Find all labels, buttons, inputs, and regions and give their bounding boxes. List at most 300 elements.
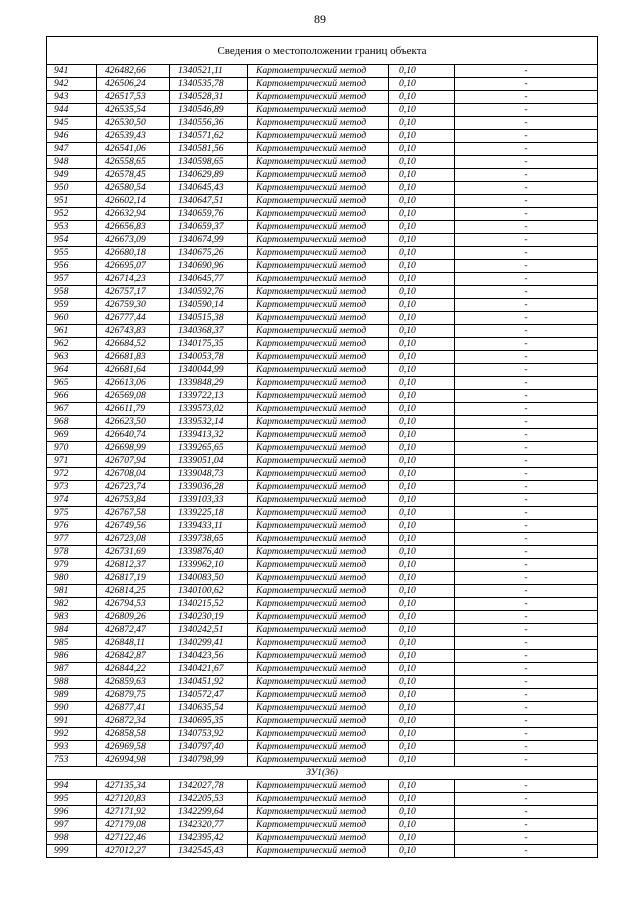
- description-cell: -: [455, 780, 598, 793]
- accuracy-cell: 0,10: [389, 364, 455, 377]
- boundary-coordinates-table: [46, 36, 598, 858]
- description-cell: -: [455, 208, 598, 221]
- x-coordinate-cell: 427135,34: [97, 780, 170, 793]
- description-cell: -: [455, 481, 598, 494]
- point-number-cell: 990: [47, 702, 97, 715]
- point-number-cell: 982: [47, 598, 97, 611]
- point-number-cell: 997: [47, 819, 97, 832]
- y-coordinate-cell: 1342545,43: [170, 845, 248, 858]
- description-cell: -: [455, 832, 598, 845]
- x-coordinate-cell: 426731,69: [97, 546, 170, 559]
- method-cell: Картометрический метод: [248, 338, 389, 351]
- x-coordinate-cell: 426684,52: [97, 338, 170, 351]
- method-cell: Картометрический метод: [248, 637, 389, 650]
- y-coordinate-cell: 1340695,35: [170, 715, 248, 728]
- table-row: [47, 650, 598, 663]
- y-coordinate-cell: 1340645,43: [170, 182, 248, 195]
- table-row: [47, 624, 598, 637]
- y-coordinate-cell: 1342395,42: [170, 832, 248, 845]
- accuracy-cell: 0,10: [389, 247, 455, 260]
- x-coordinate-cell: 426632,94: [97, 208, 170, 221]
- description-cell: -: [455, 442, 598, 455]
- x-coordinate-cell: 426623,50: [97, 416, 170, 429]
- point-number-cell: 954: [47, 234, 97, 247]
- table-title-row: [47, 37, 598, 65]
- y-coordinate-cell: 1339265,65: [170, 442, 248, 455]
- method-cell: Картометрический метод: [248, 442, 389, 455]
- description-cell: -: [455, 377, 598, 390]
- y-coordinate-cell: 1340215,52: [170, 598, 248, 611]
- method-cell: Картометрический метод: [248, 819, 389, 832]
- description-cell: -: [455, 91, 598, 104]
- description-cell: -: [455, 819, 598, 832]
- accuracy-cell: 0,10: [389, 572, 455, 585]
- table-row: [47, 130, 598, 143]
- x-coordinate-cell: 426877,41: [97, 702, 170, 715]
- y-coordinate-cell: 1340635,54: [170, 702, 248, 715]
- method-cell: Картометрический метод: [248, 195, 389, 208]
- x-coordinate-cell: 426809,26: [97, 611, 170, 624]
- description-cell: -: [455, 728, 598, 741]
- method-cell: Картометрический метод: [248, 91, 389, 104]
- description-cell: -: [455, 364, 598, 377]
- point-number-cell: 962: [47, 338, 97, 351]
- x-coordinate-cell: 427012,27: [97, 845, 170, 858]
- description-cell: -: [455, 650, 598, 663]
- table-row: [47, 234, 598, 247]
- method-cell: Картометрический метод: [248, 273, 389, 286]
- description-cell: -: [455, 494, 598, 507]
- description-cell: -: [455, 143, 598, 156]
- method-cell: Картометрический метод: [248, 598, 389, 611]
- point-number-cell: 977: [47, 533, 97, 546]
- method-cell: Картометрический метод: [248, 845, 389, 858]
- accuracy-cell: 0,10: [389, 806, 455, 819]
- y-coordinate-cell: 1340083,50: [170, 572, 248, 585]
- section-subheader-row: [47, 767, 598, 780]
- table-row: [47, 117, 598, 130]
- table-row: [47, 715, 598, 728]
- point-number-cell: 980: [47, 572, 97, 585]
- x-coordinate-cell: 426859,63: [97, 676, 170, 689]
- y-coordinate-cell: 1340515,38: [170, 312, 248, 325]
- method-cell: Картометрический метод: [248, 286, 389, 299]
- description-cell: -: [455, 702, 598, 715]
- method-cell: Картометрический метод: [248, 377, 389, 390]
- y-coordinate-cell: 1339848,29: [170, 377, 248, 390]
- x-coordinate-cell: 426558,65: [97, 156, 170, 169]
- table-row: [47, 520, 598, 533]
- method-cell: Картометрический метод: [248, 754, 389, 767]
- x-coordinate-cell: 426611,79: [97, 403, 170, 416]
- accuracy-cell: 0,10: [389, 845, 455, 858]
- method-cell: Картометрический метод: [248, 780, 389, 793]
- x-coordinate-cell: 426848,11: [97, 637, 170, 650]
- table-row: [47, 806, 598, 819]
- x-coordinate-cell: 426535,54: [97, 104, 170, 117]
- x-coordinate-cell: 426842,87: [97, 650, 170, 663]
- description-cell: -: [455, 195, 598, 208]
- table-row: [47, 676, 598, 689]
- x-coordinate-cell: 426698,99: [97, 442, 170, 455]
- y-coordinate-cell: 1340645,77: [170, 273, 248, 286]
- accuracy-cell: 0,10: [389, 182, 455, 195]
- accuracy-cell: 0,10: [389, 195, 455, 208]
- accuracy-cell: 0,10: [389, 442, 455, 455]
- table-row: [47, 780, 598, 793]
- x-coordinate-cell: 426759,30: [97, 299, 170, 312]
- y-coordinate-cell: 1340690,96: [170, 260, 248, 273]
- method-cell: Картометрический метод: [248, 806, 389, 819]
- table-row: [47, 637, 598, 650]
- y-coordinate-cell: 1340053,78: [170, 351, 248, 364]
- method-cell: Картометрический метод: [248, 260, 389, 273]
- point-number-cell: 986: [47, 650, 97, 663]
- y-coordinate-cell: 1340230,19: [170, 611, 248, 624]
- method-cell: Картометрический метод: [248, 559, 389, 572]
- y-coordinate-cell: 1340423,56: [170, 650, 248, 663]
- point-number-cell: 970: [47, 442, 97, 455]
- table-row: [47, 195, 598, 208]
- x-coordinate-cell: 426680,18: [97, 247, 170, 260]
- x-coordinate-cell: 426640,74: [97, 429, 170, 442]
- method-cell: Картометрический метод: [248, 234, 389, 247]
- accuracy-cell: 0,10: [389, 559, 455, 572]
- method-cell: Картометрический метод: [248, 481, 389, 494]
- accuracy-cell: 0,10: [389, 481, 455, 494]
- point-number-cell: 964: [47, 364, 97, 377]
- x-coordinate-cell: 427179,08: [97, 819, 170, 832]
- point-number-cell: 946: [47, 130, 97, 143]
- description-cell: -: [455, 130, 598, 143]
- method-cell: Картометрический метод: [248, 650, 389, 663]
- point-number-cell: 991: [47, 715, 97, 728]
- y-coordinate-cell: 1340581,56: [170, 143, 248, 156]
- point-number-cell: 952: [47, 208, 97, 221]
- y-coordinate-cell: 1340753,92: [170, 728, 248, 741]
- description-cell: -: [455, 182, 598, 195]
- accuracy-cell: 0,10: [389, 130, 455, 143]
- table-row: [47, 559, 598, 572]
- accuracy-cell: 0,10: [389, 403, 455, 416]
- description-cell: -: [455, 429, 598, 442]
- x-coordinate-cell: 426872,34: [97, 715, 170, 728]
- y-coordinate-cell: 1339048,73: [170, 468, 248, 481]
- accuracy-cell: 0,10: [389, 754, 455, 767]
- y-coordinate-cell: 1339573,02: [170, 403, 248, 416]
- accuracy-cell: 0,10: [389, 377, 455, 390]
- accuracy-cell: 0,10: [389, 819, 455, 832]
- y-coordinate-cell: 1340797,40: [170, 741, 248, 754]
- y-coordinate-cell: 1342320,77: [170, 819, 248, 832]
- point-number-cell: 950: [47, 182, 97, 195]
- y-coordinate-cell: 1340242,51: [170, 624, 248, 637]
- x-coordinate-cell: 427171,92: [97, 806, 170, 819]
- x-coordinate-cell: 426757,17: [97, 286, 170, 299]
- method-cell: Картометрический метод: [248, 832, 389, 845]
- table-row: [47, 299, 598, 312]
- x-coordinate-cell: 426580,54: [97, 182, 170, 195]
- y-coordinate-cell: 1340528,31: [170, 91, 248, 104]
- point-number-cell: 953: [47, 221, 97, 234]
- accuracy-cell: 0,10: [389, 715, 455, 728]
- description-cell: -: [455, 169, 598, 182]
- y-coordinate-cell: 1339722,13: [170, 390, 248, 403]
- point-number-cell: 960: [47, 312, 97, 325]
- y-coordinate-cell: 1339532,14: [170, 416, 248, 429]
- accuracy-cell: 0,10: [389, 702, 455, 715]
- point-number-cell: 968: [47, 416, 97, 429]
- x-coordinate-cell: 426844,22: [97, 663, 170, 676]
- table-row: [47, 702, 598, 715]
- x-coordinate-cell: 426602,14: [97, 195, 170, 208]
- y-coordinate-cell: 1339103,33: [170, 494, 248, 507]
- accuracy-cell: 0,10: [389, 416, 455, 429]
- method-cell: Картометрический метод: [248, 221, 389, 234]
- x-coordinate-cell: 426858,58: [97, 728, 170, 741]
- description-cell: -: [455, 793, 598, 806]
- accuracy-cell: 0,10: [389, 351, 455, 364]
- method-cell: Картометрический метод: [248, 533, 389, 546]
- x-coordinate-cell: 426753,84: [97, 494, 170, 507]
- description-cell: -: [455, 468, 598, 481]
- method-cell: Картометрический метод: [248, 299, 389, 312]
- x-coordinate-cell: 426969,58: [97, 741, 170, 754]
- point-number-cell: 993: [47, 741, 97, 754]
- description-cell: -: [455, 754, 598, 767]
- method-cell: Картометрический метод: [248, 416, 389, 429]
- accuracy-cell: 0,10: [389, 494, 455, 507]
- point-number-cell: 976: [47, 520, 97, 533]
- y-coordinate-cell: 1340572,47: [170, 689, 248, 702]
- table-row: [47, 78, 598, 91]
- y-coordinate-cell: 1342205,53: [170, 793, 248, 806]
- y-coordinate-cell: 1340598,65: [170, 156, 248, 169]
- y-coordinate-cell: 1340647,51: [170, 195, 248, 208]
- y-coordinate-cell: 1340546,89: [170, 104, 248, 117]
- y-coordinate-cell: 1339036,28: [170, 481, 248, 494]
- description-cell: -: [455, 260, 598, 273]
- accuracy-cell: 0,10: [389, 832, 455, 845]
- description-cell: -: [455, 299, 598, 312]
- y-coordinate-cell: 1340556,36: [170, 117, 248, 130]
- method-cell: Картометрический метод: [248, 429, 389, 442]
- accuracy-cell: 0,10: [389, 312, 455, 325]
- point-number-cell: 956: [47, 260, 97, 273]
- y-coordinate-cell: 1340535,78: [170, 78, 248, 91]
- accuracy-cell: 0,10: [389, 468, 455, 481]
- description-cell: -: [455, 455, 598, 468]
- x-coordinate-cell: 426482,66: [97, 65, 170, 78]
- method-cell: Картометрический метод: [248, 624, 389, 637]
- x-coordinate-cell: 426541,06: [97, 143, 170, 156]
- description-cell: -: [455, 533, 598, 546]
- table-row: [47, 208, 598, 221]
- x-coordinate-cell: 426681,83: [97, 351, 170, 364]
- table-row: [47, 416, 598, 429]
- method-cell: Картометрический метод: [248, 130, 389, 143]
- method-cell: Картометрический метод: [248, 117, 389, 130]
- description-cell: -: [455, 104, 598, 117]
- x-coordinate-cell: 426879,75: [97, 689, 170, 702]
- point-number-cell: 999: [47, 845, 97, 858]
- description-cell: -: [455, 663, 598, 676]
- table-row: [47, 832, 598, 845]
- point-number-cell: 945: [47, 117, 97, 130]
- point-number-cell: 958: [47, 286, 97, 299]
- accuracy-cell: 0,10: [389, 234, 455, 247]
- x-coordinate-cell: 426743,83: [97, 325, 170, 338]
- accuracy-cell: 0,10: [389, 156, 455, 169]
- table-row: [47, 468, 598, 481]
- y-coordinate-cell: 1339962,10: [170, 559, 248, 572]
- y-coordinate-cell: 1340100,62: [170, 585, 248, 598]
- table-row: [47, 403, 598, 416]
- y-coordinate-cell: 1340175,35: [170, 338, 248, 351]
- description-cell: -: [455, 806, 598, 819]
- table-row: [47, 689, 598, 702]
- y-coordinate-cell: 1339738,65: [170, 533, 248, 546]
- accuracy-cell: 0,10: [389, 689, 455, 702]
- table-row: [47, 845, 598, 858]
- description-cell: -: [455, 78, 598, 91]
- accuracy-cell: 0,10: [389, 429, 455, 442]
- y-coordinate-cell: 1340571,62: [170, 130, 248, 143]
- section-subheader: ЗУ1(36): [47, 767, 598, 780]
- table-row: [47, 455, 598, 468]
- method-cell: Картометрический метод: [248, 143, 389, 156]
- accuracy-cell: 0,10: [389, 533, 455, 546]
- table-row: [47, 442, 598, 455]
- accuracy-cell: 0,10: [389, 507, 455, 520]
- description-cell: -: [455, 416, 598, 429]
- x-coordinate-cell: 426814,25: [97, 585, 170, 598]
- x-coordinate-cell: 426723,08: [97, 533, 170, 546]
- y-coordinate-cell: 1339225,18: [170, 507, 248, 520]
- method-cell: Картометрический метод: [248, 364, 389, 377]
- x-coordinate-cell: 426569,08: [97, 390, 170, 403]
- point-number-cell: 951: [47, 195, 97, 208]
- x-coordinate-cell: 426817,19: [97, 572, 170, 585]
- description-cell: -: [455, 507, 598, 520]
- method-cell: Картометрический метод: [248, 689, 389, 702]
- accuracy-cell: 0,10: [389, 611, 455, 624]
- x-coordinate-cell: 426506,24: [97, 78, 170, 91]
- y-coordinate-cell: 1340659,37: [170, 221, 248, 234]
- table-row: [47, 169, 598, 182]
- table-row: [47, 338, 598, 351]
- x-coordinate-cell: 426872,47: [97, 624, 170, 637]
- page-number: 89: [314, 12, 326, 26]
- x-coordinate-cell: 426723,74: [97, 481, 170, 494]
- point-number-cell: 942: [47, 78, 97, 91]
- accuracy-cell: 0,10: [389, 585, 455, 598]
- table-row: [47, 494, 598, 507]
- point-number-cell: 989: [47, 689, 97, 702]
- point-number-cell: 947: [47, 143, 97, 156]
- table-row: [47, 728, 598, 741]
- table-row: [47, 598, 598, 611]
- table-row: [47, 65, 598, 78]
- method-cell: Картометрический метод: [248, 728, 389, 741]
- x-coordinate-cell: 426681,64: [97, 364, 170, 377]
- y-coordinate-cell: 1340451,92: [170, 676, 248, 689]
- method-cell: Картометрический метод: [248, 351, 389, 364]
- table-row: [47, 273, 598, 286]
- accuracy-cell: 0,10: [389, 273, 455, 286]
- point-number-cell: 973: [47, 481, 97, 494]
- table-row: [47, 156, 598, 169]
- point-number-cell: 972: [47, 468, 97, 481]
- description-cell: -: [455, 286, 598, 299]
- accuracy-cell: 0,10: [389, 455, 455, 468]
- description-cell: -: [455, 273, 598, 286]
- accuracy-cell: 0,10: [389, 650, 455, 663]
- accuracy-cell: 0,10: [389, 221, 455, 234]
- accuracy-cell: 0,10: [389, 624, 455, 637]
- point-number-cell: 987: [47, 663, 97, 676]
- y-coordinate-cell: 1339413,32: [170, 429, 248, 442]
- method-cell: Картометрический метод: [248, 182, 389, 195]
- table-row: [47, 429, 598, 442]
- point-number-cell: 983: [47, 611, 97, 624]
- accuracy-cell: 0,10: [389, 637, 455, 650]
- table-row: [47, 481, 598, 494]
- point-number-cell: 959: [47, 299, 97, 312]
- method-cell: Картометрический метод: [248, 455, 389, 468]
- point-number-cell: 978: [47, 546, 97, 559]
- point-number-cell: 984: [47, 624, 97, 637]
- accuracy-cell: 0,10: [389, 598, 455, 611]
- accuracy-cell: 0,10: [389, 143, 455, 156]
- accuracy-cell: 0,10: [389, 663, 455, 676]
- method-cell: Картометрический метод: [248, 312, 389, 325]
- table-row: [47, 364, 598, 377]
- y-coordinate-cell: 1339433,11: [170, 520, 248, 533]
- x-coordinate-cell: 427120,83: [97, 793, 170, 806]
- table-row: [47, 286, 598, 299]
- x-coordinate-cell: 426767,58: [97, 507, 170, 520]
- y-coordinate-cell: 1339876,40: [170, 546, 248, 559]
- accuracy-cell: 0,10: [389, 338, 455, 351]
- accuracy-cell: 0,10: [389, 169, 455, 182]
- method-cell: Картометрический метод: [248, 325, 389, 338]
- accuracy-cell: 0,10: [389, 325, 455, 338]
- method-cell: Картометрический метод: [248, 468, 389, 481]
- point-number-cell: 988: [47, 676, 97, 689]
- accuracy-cell: 0,10: [389, 728, 455, 741]
- y-coordinate-cell: 1340421,67: [170, 663, 248, 676]
- point-number-cell: 975: [47, 507, 97, 520]
- method-cell: Картометрический метод: [248, 104, 389, 117]
- description-cell: -: [455, 572, 598, 585]
- method-cell: Картометрический метод: [248, 585, 389, 598]
- description-cell: -: [455, 689, 598, 702]
- method-cell: Картометрический метод: [248, 208, 389, 221]
- point-number-cell: 943: [47, 91, 97, 104]
- description-cell: -: [455, 338, 598, 351]
- x-coordinate-cell: 426994,98: [97, 754, 170, 767]
- x-coordinate-cell: 426708,04: [97, 468, 170, 481]
- accuracy-cell: 0,10: [389, 260, 455, 273]
- table-row: [47, 377, 598, 390]
- point-number-cell: 963: [47, 351, 97, 364]
- description-cell: -: [455, 117, 598, 130]
- point-number-cell: 753: [47, 754, 97, 767]
- description-cell: -: [455, 624, 598, 637]
- description-cell: -: [455, 520, 598, 533]
- description-cell: -: [455, 546, 598, 559]
